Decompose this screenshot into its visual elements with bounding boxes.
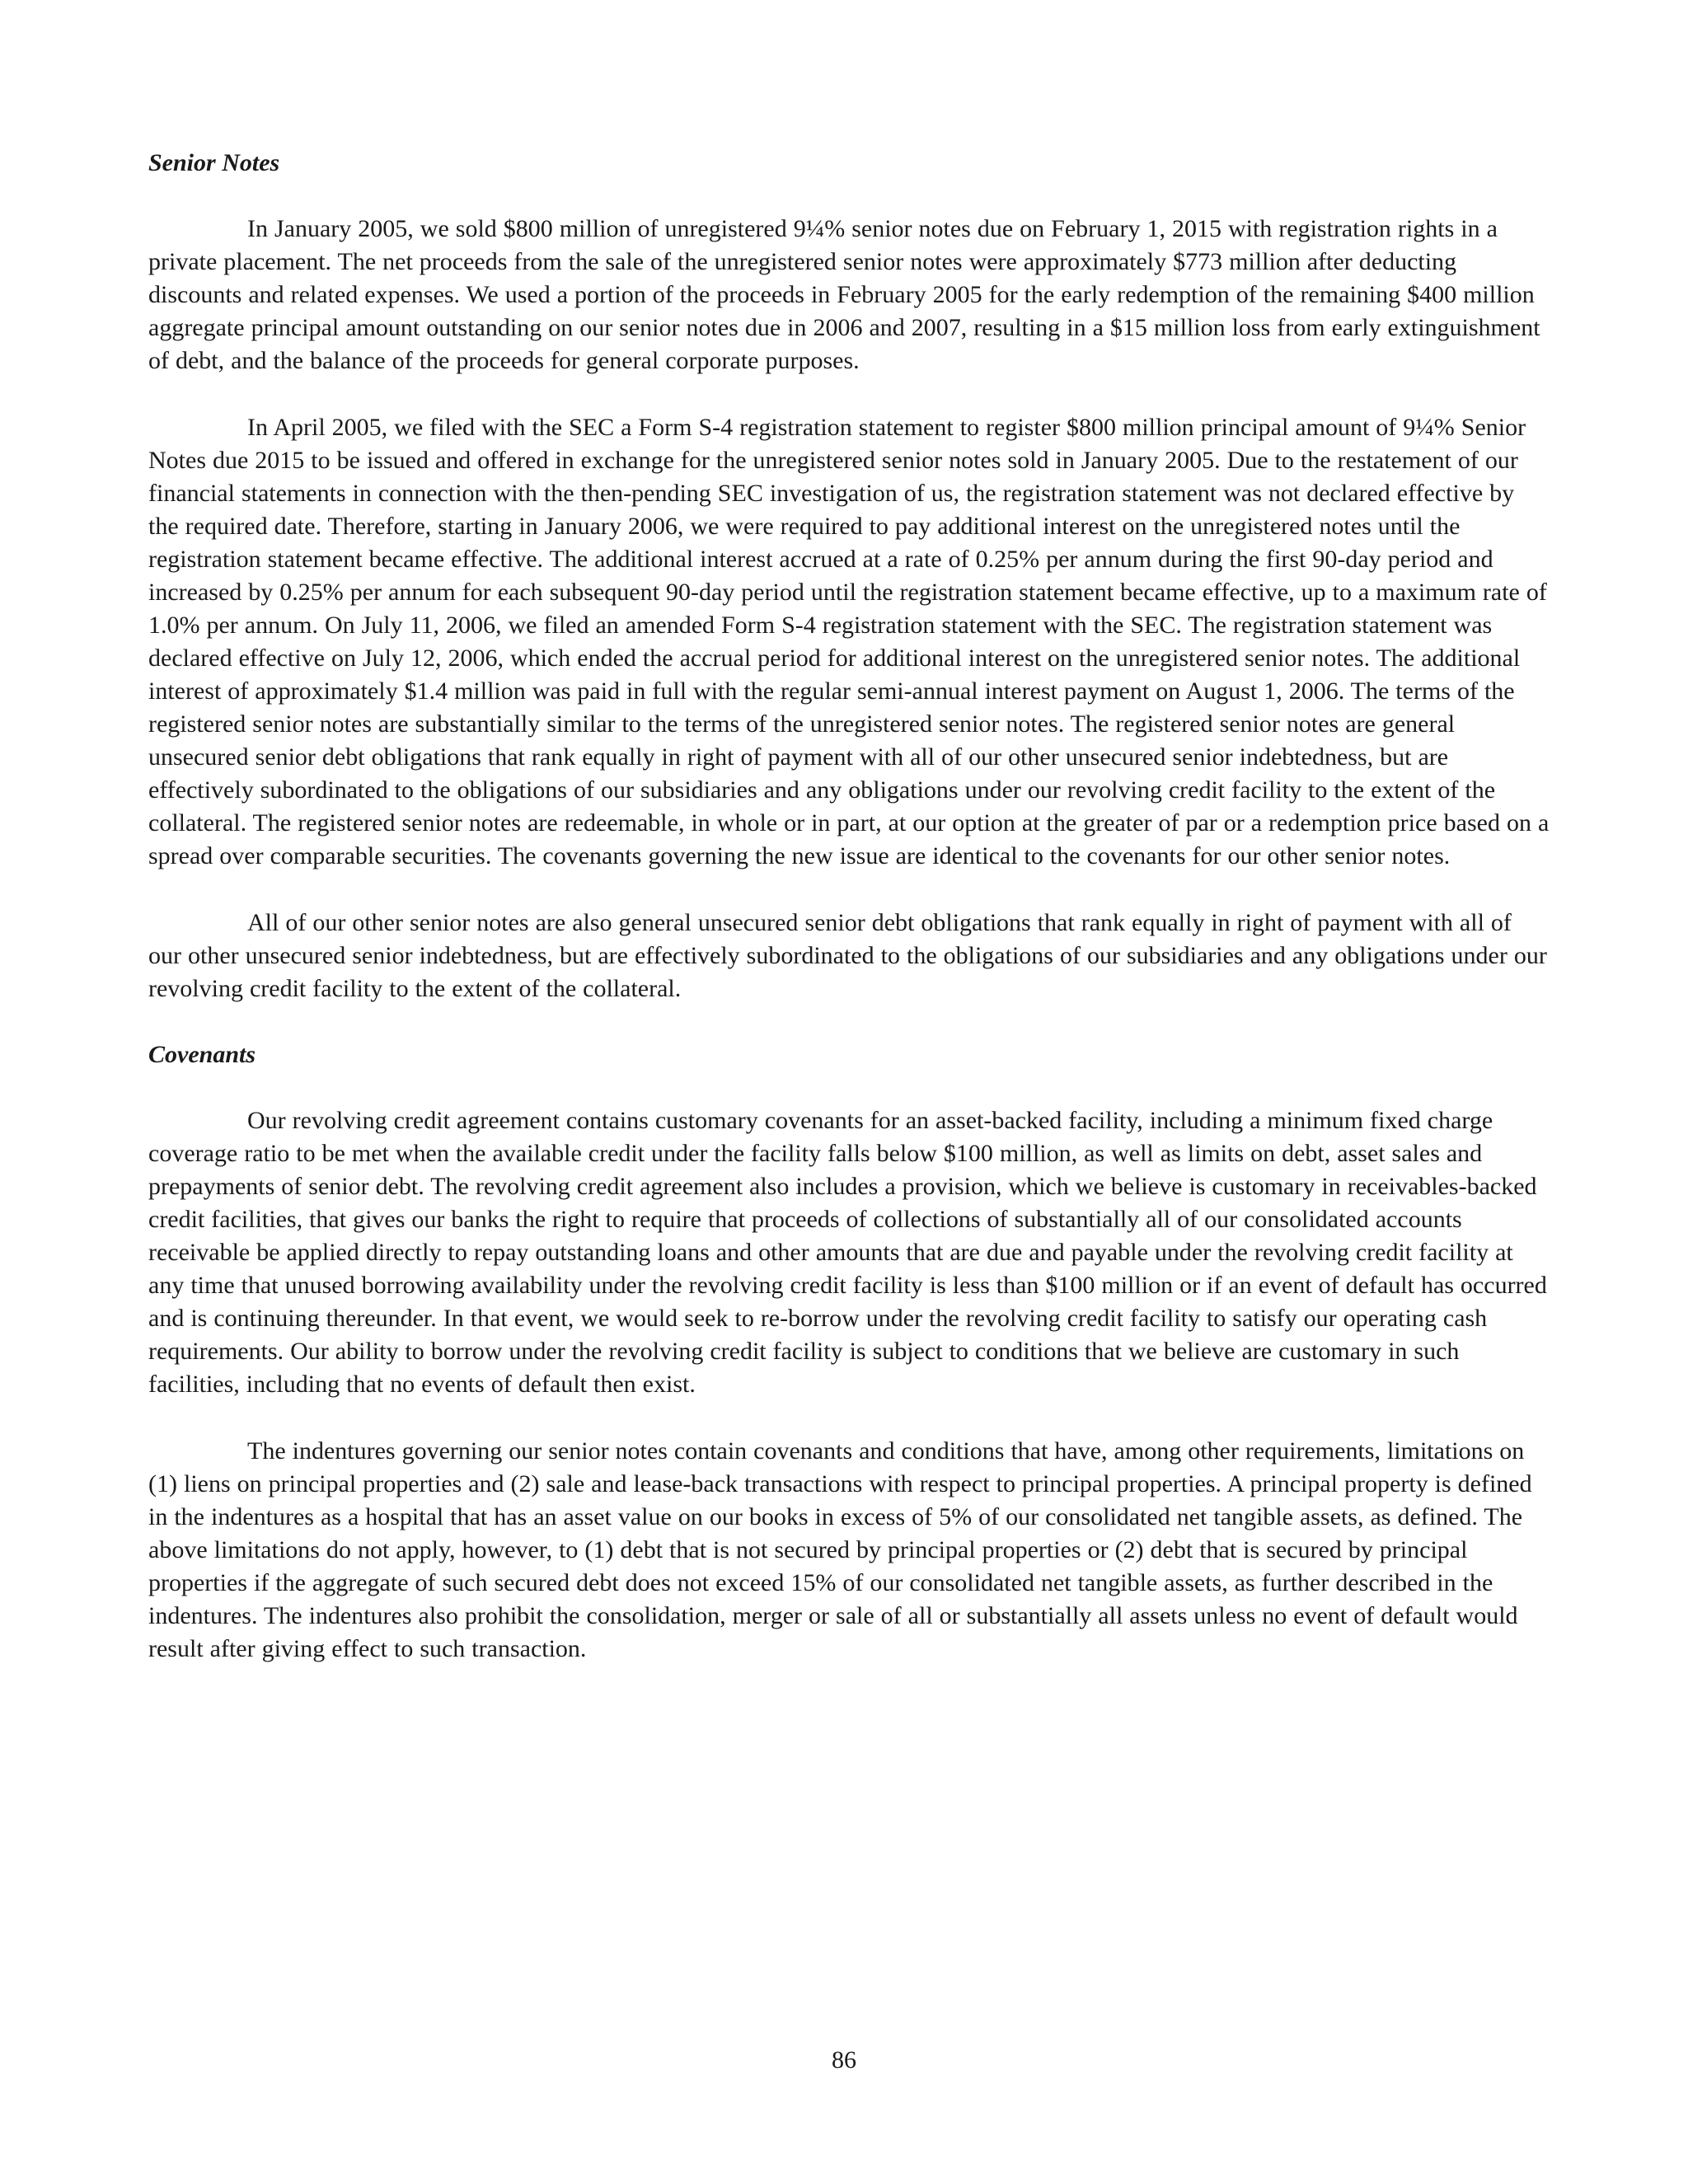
paragraph: Our revolving credit agreement contains customary covenants for an asset-backed facility, including a minimum fixed charge coverage ratio to be met when the available credit under the facility falls below $100 million, as well as limits on debt, asset sales and prepayments of senior debt. The revolving credit agreement also includes a provision, which we believe is customary in receivables-backed credit facilities, that gives our banks the right to require that proceeds of collections of substantially all of our consolidated accounts receivable be applied directly to repay outstanding loans and other amounts that are due and payable under the revolving credit facility at any time that unused borrowing availability under the revolving credit facility is less than $100 million or if an event of default has occurred and is continuing thereunder. In that event, we would seek to re-borrow under the revolving credit facility to satisfy our operating cash requirements. Our ability to borrow under the revolving credit facility is subject to conditions that we believe are customary in such facilities, including that no events of default then exist. (148, 1107, 1547, 1398)
document-body (148, 147, 1550, 1699)
paragraph: In April 2005, we filed with the SEC a Form S-4 registration statement to register $800 million principal amount of 9¼% Senior Notes due 2015 to be issued and offered in exchange for the unregistered senior notes sold in January 2005. Due to the restatement of our financial statements in connection with the then-pending SEC investigation of us, the registration statement was not declared effective by the required date. Therefore, starting in January 2006, we were required to pay additional interest on the unregistered notes until the registration statement became effective. The additional interest accrued at a rate of 0.25% per annum during the first 90-day period and increased by 0.25% per annum for each subsequent 90-day period until the registration statement became effective, up to a maximum rate of 1.0% per annum. On July 11, 2006, we filed an amended Form S-4 registration statement with the SEC. The registration statement was declared effective on July 12, 2006, which ended the accrual period for additional interest on the unregistered senior notes. The additional interest of approximately $1.4 million was paid in full with the regular semi-annual interest payment on August 1, 2006. The terms of the registered senior notes are substantially similar to the terms of the unregistered senior notes. The registered senior notes are general unsecured senior debt obligations that rank equally in right of payment with all of our other unsecured senior indebtedness, but are effectively subordinated to the obligations of our subsidiaries and any obligations under our revolving credit facility to the extent of the collateral. The registered senior notes are redeemable, in whole or in part, at our option at the greater of par or a redemption price based on a spread over comparable securities. The covenants governing the new issue are identical to the covenants for our other senior notes. (148, 414, 1550, 869)
page-number: 86 (832, 2046, 856, 2074)
paragraph: All of our other senior notes are also general unsecured senior debt obligations that rank equally in right of payment with all of our other unsecured senior indebtedness, but are effectively subordinated to the obligations of our subsidiaries and any obligations under our revolving credit facility to the extent of the collateral. (148, 909, 1547, 1002)
section-heading-covenants: Covenants (148, 1041, 256, 1068)
paragraph: The indentures governing our senior notes contain covenants and conditions that have, among other requirements, limitations on (1) liens on principal properties and (2) sale and lease-back transactions with respect to principal properties. A principal property is defined in the indentures as a hospital that has an asset value on our books in excess of 5% of our consolidated net tangible assets, as defined. The above limitations do not apply, however, to (1) debt that is not secured by principal properties or (2) debt that is secured by principal properties if the aggregate of such secured debt does not exceed 15% of our consolidated net tangible assets, as further described in the indentures. The indentures also prohibit the consolidation, merger or sale of all or substantially all assets unless no event of default would result after giving effect to such transaction. (148, 1437, 1532, 1662)
section-heading-senior-notes: Senior Notes (148, 149, 280, 176)
paragraph: In January 2005, we sold $800 million of unregistered 9¼% senior notes due on February 1, 2015 with registration rights in a private placement. The net proceeds from the sale of the unregistered senior notes were approximately $773 million after deducting discounts and related expenses. We used a portion of the proceeds in February 2005 for the early redemption of the remaining $400 million aggregate principal amount outstanding on our senior notes due in 2006 and 2007, resulting in a $15 million loss from early extinguishment of debt, and the balance of the proceeds for general corporate purposes. (148, 215, 1540, 374)
